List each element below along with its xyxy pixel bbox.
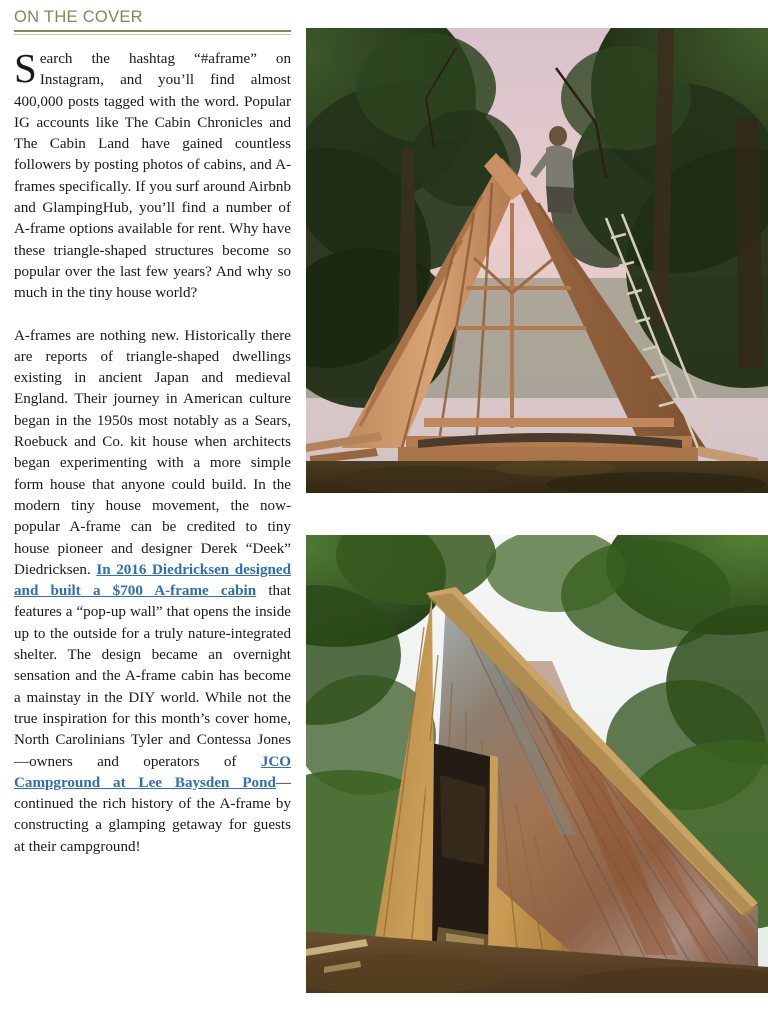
construction-photo-artwork bbox=[306, 28, 768, 493]
paragraph-two-part-one: A-frames are nothing new. Historically there are reports of triangle-shaped dwellings existing in ancient Japan and medieval England. Their journey in American culture began in the 1950s most notably as a Sears, Roebuck and Co. kit house when architects began experimenting with a more simple form house that anyone could build. In the modern tiny house movement, the now-popular A-frame can be credited to tiny house pioneer and designer Derek “Deek” Diedricksen. bbox=[14, 327, 291, 578]
photo-finished-aframe-cabin bbox=[306, 535, 768, 993]
link-jco-campground[interactable]: JCO Campground at Lee Baysden Pond bbox=[14, 753, 291, 791]
paragraph-two bbox=[14, 326, 291, 858]
paragraph-two-part-three: —continued the rich history of the A-frame by constructing a glamping getaway for guests at their campground! bbox=[14, 774, 291, 855]
finished-cabin-photo-artwork bbox=[306, 535, 768, 993]
header-divider-rule-thin bbox=[14, 34, 291, 35]
drop-cap: S bbox=[14, 45, 37, 91]
page-title: ON THE COVER bbox=[14, 8, 143, 26]
paragraph-one bbox=[14, 45, 291, 305]
header-divider-rule bbox=[14, 30, 291, 32]
link-700-aframe-cabin[interactable]: In 2016 Diedricksen designed and built a $700 A-frame cabin bbox=[14, 561, 291, 600]
paragraph-two-part-two: that features a “pop-up wall” that opens the inside up to the outside for a truly nature-integrated shelter. The design became an overnight sensation and the A-frame cabin has become a mainstay in the DIY world. While not the true inspiration for this month’s cover home, North Carolinians Tyler and Contessa Jones—owners and operators of bbox=[14, 583, 291, 770]
article-text-column bbox=[14, 0, 291, 1024]
paragraph-one-text: earch the hashtag “#aframe” on Instagram, and you’ll find almost 400,000 posts tagged with the word. Popular IG accounts like The Cabin Chronicles and The Cabin Land have gained countless followers by posting photos of cabins, and A-frames specifically. If you surf around Airbnb and GlampingHub, you’ll find a number of A-frame options available for rent. Why have these triangle-shaped structures become so popular over the last few years? And why so much in the tiny house world? bbox=[14, 51, 291, 302]
photo-aframe-under-construction bbox=[306, 28, 768, 493]
